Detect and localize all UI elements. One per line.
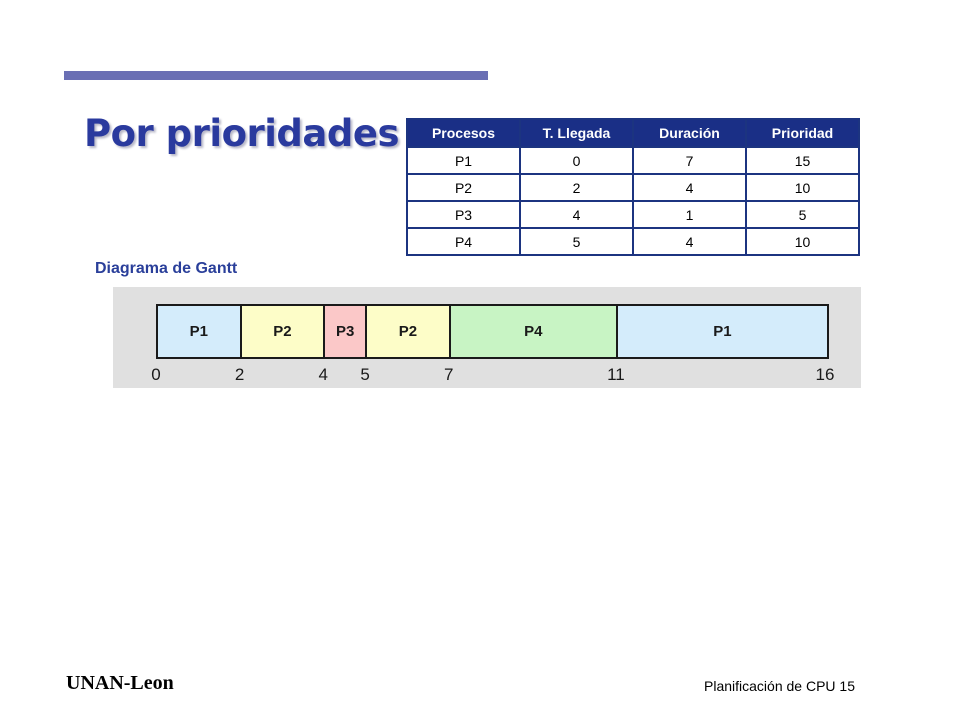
table-cell: 10: [746, 228, 859, 255]
process-table: [406, 118, 860, 256]
table-cell: 0: [520, 147, 633, 174]
table-row: [407, 228, 859, 255]
gantt-tick-label: 7: [443, 365, 454, 384]
gantt-bar: [156, 304, 829, 359]
table-row: [407, 174, 859, 201]
table-header-row: [407, 119, 859, 147]
gantt-segment-p1: P1: [158, 306, 242, 357]
footer-slide-number: Planificación de CPU 15: [704, 678, 855, 694]
table-cell: 1: [633, 201, 746, 228]
table-row: [407, 201, 859, 228]
gantt-label: Diagrama de Gantt: [95, 260, 238, 277]
header-procesos: Procesos: [407, 119, 520, 147]
table-cell: 4: [633, 174, 746, 201]
table-cell: 5: [520, 228, 633, 255]
slide-title: Por prioridades: [84, 112, 399, 155]
gantt-segment-p1: P1: [618, 306, 827, 357]
gantt-tick-label: 11: [607, 365, 625, 384]
header-llegada: T. Llegada: [520, 119, 633, 147]
table-cell: 15: [746, 147, 859, 174]
gantt-tick-label: 0: [151, 365, 161, 384]
table-row: [407, 147, 859, 174]
header-prioridad: Prioridad: [746, 119, 859, 147]
table-cell: 4: [633, 228, 746, 255]
table-cell: P3: [407, 201, 520, 228]
table-cell: P2: [407, 174, 520, 201]
table-cell: P1: [407, 147, 520, 174]
footer-institution: UNAN-Leon: [66, 672, 174, 694]
gantt-segment-p3: P3: [325, 306, 367, 357]
table-cell: 2: [520, 174, 633, 201]
gantt-tick-label: 16: [815, 365, 835, 384]
gantt-segment-p2: P2: [242, 306, 326, 357]
gantt-segment-p4: P4: [451, 306, 618, 357]
table-cell: P4: [407, 228, 520, 255]
table-cell: 4: [520, 201, 633, 228]
gantt-segment-p2: P2: [367, 306, 451, 357]
gantt-tick-label: 5: [360, 365, 370, 384]
table-cell: 5: [746, 201, 859, 228]
gantt-tick-label: 4: [318, 365, 328, 384]
top-accent-bar: [64, 71, 488, 80]
gantt-tick-label: 2: [234, 365, 245, 384]
header-duracion: Duración: [633, 119, 746, 147]
table-cell: 10: [746, 174, 859, 201]
table-cell: 7: [633, 147, 746, 174]
